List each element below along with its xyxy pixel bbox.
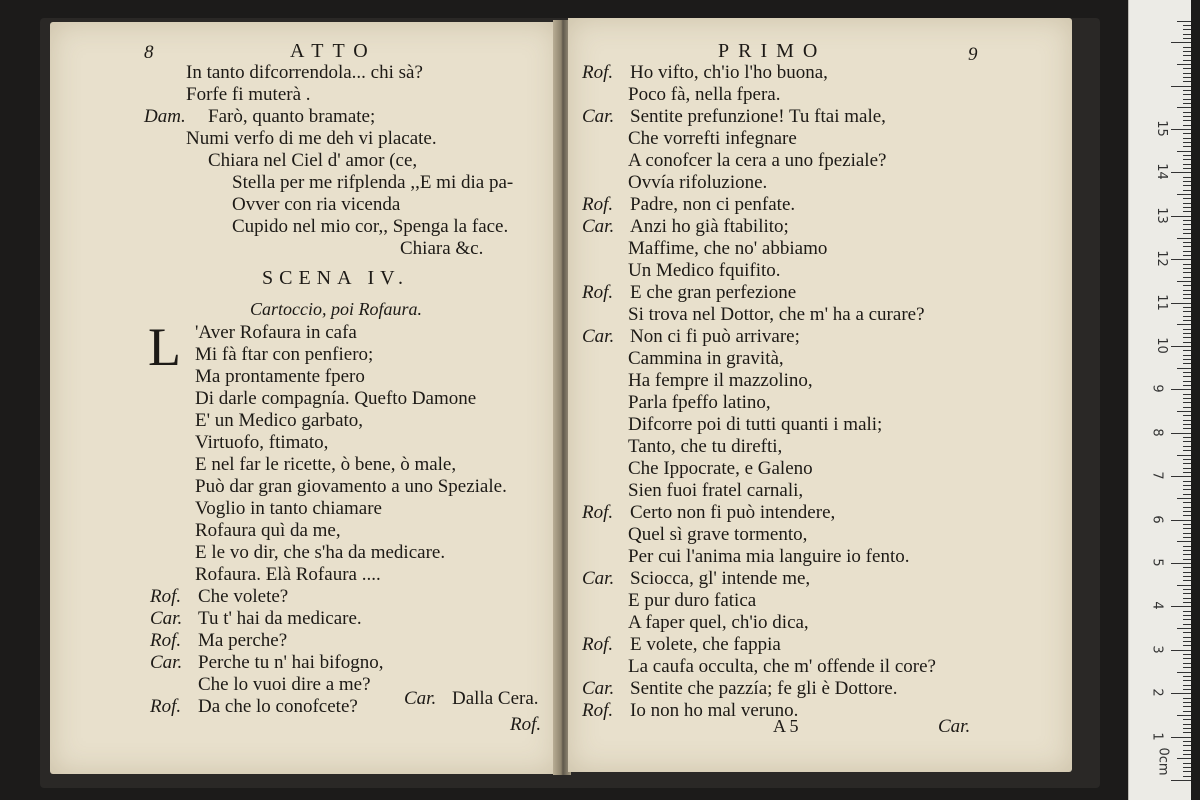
verse-line: Un Medico fquifito. [628, 260, 781, 281]
ruler-tick [1183, 546, 1191, 547]
ruler-tick [1183, 264, 1191, 265]
verse-line: E' un Medico garbato, [195, 410, 364, 431]
verse-line: Mi fà ftar con penfiero; [195, 344, 374, 365]
ruler-tick [1183, 724, 1191, 725]
ruler-tick [1183, 537, 1191, 538]
verse-line: Ho vifto, ch'io l'ho buona, [630, 62, 828, 83]
verse-line: Sentite prefunzione! Tu ftai male, [630, 106, 886, 127]
ruler-tick [1183, 698, 1191, 699]
ruler-tick [1183, 316, 1191, 317]
verse-line: Virtuofo, ftimato, [195, 432, 329, 453]
verse-line: Ovver con ria vicenda [232, 194, 401, 215]
ruler-tick [1183, 337, 1191, 338]
ruler-tick [1183, 685, 1191, 686]
ruler-tick [1183, 168, 1191, 169]
speaker-label: Car. [150, 608, 183, 629]
verse-line: Che volete? [198, 586, 289, 607]
ruler-tick [1183, 77, 1191, 78]
ruler-tick [1183, 550, 1191, 551]
ruler-tick [1171, 737, 1191, 738]
speaker-label: Rof. [582, 502, 614, 523]
ruler-tick [1171, 346, 1191, 347]
ruler-tick [1171, 216, 1191, 217]
verse-line: Difcorre poi di tutti quanti i mali; [628, 414, 883, 435]
ruler-label: 15 [1153, 120, 1169, 137]
ruler-tick [1183, 381, 1191, 382]
ruler-tick [1183, 307, 1191, 308]
ruler-tick [1183, 398, 1191, 399]
ruler-tick [1183, 385, 1191, 386]
ruler-label: 6 [1149, 514, 1165, 524]
ruler-tick [1183, 767, 1191, 768]
ruler-unit-label: 0cm [1155, 747, 1171, 776]
verse-line: Che vorrefti infegnare [628, 128, 797, 149]
ruler-tick [1183, 745, 1191, 746]
speaker-label: Car. [582, 568, 615, 589]
ruler-tick [1183, 34, 1191, 35]
ruler-label: 14 [1153, 163, 1169, 181]
ruler-tick [1183, 489, 1191, 490]
ruler-tick [1183, 90, 1191, 91]
ruler-tick [1183, 233, 1191, 234]
ruler-tick [1183, 94, 1191, 95]
ruler-tick [1183, 211, 1191, 212]
ruler-label: 4 [1149, 601, 1165, 611]
ruler-tick [1183, 277, 1191, 278]
verse-line: Di darle compagnía. Quefto Damone [195, 388, 477, 409]
ruler-tick [1183, 133, 1191, 134]
stage-direction: Cartoccio, poi Rofaura. [250, 299, 422, 319]
ruler-tick [1183, 632, 1191, 633]
verse-line: E volete, che fappia [630, 634, 781, 655]
ruler-tick [1183, 706, 1191, 707]
speaker-label: Car. [582, 678, 615, 699]
ruler-tick [1183, 181, 1191, 182]
page-number: 9 [968, 44, 978, 65]
ruler-tick [1183, 294, 1191, 295]
ruler-tick [1177, 238, 1191, 239]
ruler-tick [1183, 559, 1191, 560]
ruler-tick [1183, 663, 1191, 664]
inline-speaker: Car. [404, 688, 437, 709]
verse-line: Forfe fi muterà . [186, 84, 311, 105]
ruler-tick [1183, 333, 1191, 334]
ruler-tick [1183, 60, 1191, 61]
ruler-tick [1177, 628, 1191, 629]
verse-line: E pur duro fatica [628, 590, 757, 611]
ruler-tick [1183, 524, 1191, 525]
ruler-tick [1183, 580, 1191, 581]
ruler-tick [1183, 350, 1191, 351]
ruler-tick [1183, 355, 1191, 356]
ruler-tick [1177, 585, 1191, 586]
ruler-tick [1183, 415, 1191, 416]
verse-line: Certo non fi può intendere, [630, 502, 836, 523]
ruler-tick [1183, 47, 1191, 48]
ruler-tick [1183, 138, 1191, 139]
ruler-tick [1183, 624, 1191, 625]
ruler-tick [1183, 446, 1191, 447]
verse-line: Io non ho mal veruno. [630, 700, 799, 721]
ruler-tick [1177, 151, 1191, 152]
ruler-tick [1183, 511, 1191, 512]
ruler-label: 5 [1149, 558, 1165, 567]
ruler-tick [1183, 441, 1191, 442]
ruler-tick [1183, 407, 1191, 408]
ruler-tick [1183, 272, 1191, 273]
ruler-tick [1183, 702, 1191, 703]
ruler-tick [1183, 363, 1191, 364]
ruler-tick [1177, 455, 1191, 456]
verse-line: 'Aver Rofaura in cafa [195, 322, 357, 343]
ruler-tick [1183, 459, 1191, 460]
verse-line: Poco fà, nella fpera. [628, 84, 781, 105]
verse-line: Perche tu n' hai bifogno, [198, 652, 384, 673]
speaker-label: Car. [150, 652, 183, 673]
ruler-tick [1183, 533, 1191, 534]
ruler-tick [1183, 120, 1191, 121]
ruler-tick [1183, 576, 1191, 577]
ruler-tick [1183, 424, 1191, 425]
ruler-tick [1183, 728, 1191, 729]
speaker-label: Rof. [582, 634, 614, 655]
ruler-tick [1183, 680, 1191, 681]
ruler-tick [1183, 255, 1191, 256]
ruler-tick [1183, 220, 1191, 221]
speaker-label: Rof. [582, 282, 614, 303]
verse-line: Ha fempre il mazzolino, [628, 370, 813, 391]
ruler-tick [1183, 602, 1191, 603]
verse-line: E nel far le ricette, ò bene, ò male, [195, 454, 457, 475]
speaker-label: Dam. [144, 106, 186, 127]
ruler-tick [1171, 129, 1191, 130]
ruler-tick [1183, 494, 1191, 495]
verse-line: La caufa occulta, che m' offende il core? [628, 656, 936, 677]
ruler-tick [1171, 389, 1191, 390]
ruler-tick [1183, 468, 1191, 469]
drop-cap: L [148, 317, 181, 377]
ruler-tick [1183, 359, 1191, 360]
verse-line: Per cui l'anima mia languire io fento. [628, 546, 910, 567]
ruler-tick [1183, 554, 1191, 555]
running-header: PRIMO [718, 40, 827, 62]
ruler-tick [1183, 290, 1191, 291]
ruler-tick [1183, 246, 1191, 247]
ruler-tick [1183, 155, 1191, 156]
verse-line: Può dar gran giovamento a uno Speziale. [195, 476, 507, 497]
inline-line: Dalla Cera. [452, 688, 539, 709]
ruler-tick [1171, 693, 1191, 694]
ruler-tick [1177, 107, 1191, 108]
ruler-tick [1183, 376, 1191, 377]
verse-line: E le vo dir, che s'ha da medicare. [195, 542, 446, 563]
verse-line: Numi verfo di me deh vi placate. [186, 128, 437, 149]
ruler-tick [1183, 615, 1191, 616]
signature-mark: A 5 [773, 716, 799, 736]
verse-line: Anzi ho già ftabilito; [630, 216, 789, 237]
verse-line: Ovvía rifoluzione. [628, 172, 768, 193]
ruler-tick [1183, 268, 1191, 269]
ruler-tick [1183, 159, 1191, 160]
verse-line: Rofaura quì da me, [195, 520, 341, 541]
verse-line: Rofaura. Elà Rofaura .... [195, 564, 381, 585]
verse-line: Non ci fi può arrivare; [630, 326, 800, 347]
ruler-tick [1177, 672, 1191, 673]
verse-line: Si trova nel Dottor, che m' ha a curare? [628, 304, 925, 325]
ruler-tick [1183, 177, 1191, 178]
ruler-tick [1171, 520, 1191, 521]
ruler-tick [1183, 329, 1191, 330]
ruler-tick [1183, 645, 1191, 646]
ruler-tick [1183, 593, 1191, 594]
ruler-tick [1183, 229, 1191, 230]
ruler-tick [1183, 298, 1191, 299]
ruler-tick [1183, 51, 1191, 52]
ruler-tick [1183, 285, 1191, 286]
ruler-tick [1183, 732, 1191, 733]
ruler-tick [1183, 73, 1191, 74]
ruler-tick [1183, 402, 1191, 403]
ruler-tick [1183, 29, 1191, 30]
ruler-tick [1183, 481, 1191, 482]
speaker-label: Car. [582, 106, 615, 127]
left-page [50, 22, 558, 774]
verse-line: Che lo vuoi dire a me? [198, 674, 371, 695]
ruler-tick [1171, 780, 1191, 781]
ruler-tick [1183, 611, 1191, 612]
verse-line: Ma perche? [198, 630, 288, 651]
verse-line: Voglio in tanto chiamare [195, 498, 382, 519]
ruler-tick [1171, 433, 1191, 434]
catchword: Car. [938, 716, 971, 737]
ruler-tick [1183, 164, 1191, 165]
ruler-tick [1177, 194, 1191, 195]
ruler-tick [1177, 541, 1191, 542]
speaker-label: Rof. [150, 586, 182, 607]
ruler-tick [1183, 763, 1191, 764]
ruler-tick [1177, 21, 1191, 22]
ruler-tick [1183, 641, 1191, 642]
ruler-tick [1183, 771, 1191, 772]
measurement-ruler [1128, 0, 1191, 800]
ruler-tick [1183, 103, 1191, 104]
speaker-label: Rof. [582, 194, 614, 215]
ruler-tick [1183, 750, 1191, 751]
scene-title: SCENA IV. [262, 267, 409, 289]
ruler-tick [1183, 68, 1191, 69]
ruler-label: 11 [1153, 293, 1169, 311]
ruler-tick [1183, 224, 1191, 225]
speaker-label: Car. [582, 216, 615, 237]
verse-line: A faper quel, ch'io dica, [628, 612, 809, 633]
ruler-tick [1171, 606, 1191, 607]
ruler-tick [1171, 476, 1191, 477]
ruler-tick [1183, 112, 1191, 113]
ruler-tick [1183, 320, 1191, 321]
ruler-tick [1183, 190, 1191, 191]
verse-line: Cammina in gravità, [628, 348, 784, 369]
ruler-tick [1177, 64, 1191, 65]
ruler-tick [1171, 86, 1191, 87]
ruler-tick [1183, 741, 1191, 742]
ruler-tick [1177, 324, 1191, 325]
ruler-label: 2 [1149, 688, 1165, 697]
ruler-tick [1183, 311, 1191, 312]
verse-line: Da che lo conofcete? [198, 696, 358, 717]
ruler-tick [1183, 637, 1191, 638]
ruler-tick [1183, 185, 1191, 186]
running-header: ATTO [290, 40, 377, 62]
ruler-tick [1183, 485, 1191, 486]
speaker-label: Car. [582, 326, 615, 347]
catchword: Rof. [510, 714, 542, 735]
ruler-tick [1183, 589, 1191, 590]
ruler-tick [1183, 472, 1191, 473]
ruler-tick [1183, 146, 1191, 147]
ruler-label: 7 [1149, 471, 1165, 480]
verse-line: Sciocca, gl' intende me, [630, 568, 811, 589]
ruler-tick [1183, 242, 1191, 243]
ruler-tick [1183, 619, 1191, 620]
ruler-tick [1177, 411, 1191, 412]
ruler-tick [1183, 394, 1191, 395]
verse-line: Quel sì grave tormento, [628, 524, 808, 545]
ruler-tick [1183, 719, 1191, 720]
ruler-label: 13 [1153, 207, 1169, 224]
ruler-tick [1183, 515, 1191, 516]
ruler-tick [1183, 437, 1191, 438]
ruler-tick [1183, 207, 1191, 208]
ruler-label: 12 [1153, 250, 1169, 267]
speaker-label: Rof. [150, 630, 182, 651]
speaker-label: Rof. [150, 696, 182, 717]
ruler-tick [1183, 528, 1191, 529]
ruler-tick [1183, 251, 1191, 252]
ruler-tick [1183, 754, 1191, 755]
verse-line: Sien fuoi fratel carnali, [628, 480, 804, 501]
ruler-tick [1183, 598, 1191, 599]
ruler-tick [1183, 142, 1191, 143]
ruler-tick [1183, 676, 1191, 677]
ruler-tick [1183, 689, 1191, 690]
ruler-label: 9 [1149, 384, 1165, 394]
ruler-tick [1183, 198, 1191, 199]
verse-line: Ma prontamente fpero [195, 366, 365, 387]
verse-line: Chiara &c. [400, 238, 484, 259]
verse-line: Chiara nel Ciel d' amor (ce, [208, 150, 418, 171]
ruler-tick [1183, 711, 1191, 712]
page-number: 8 [144, 42, 154, 63]
verse-line: Sentite che pazzía; fe gli è Dottore. [630, 678, 898, 699]
ruler-tick [1183, 125, 1191, 126]
ruler-tick [1177, 368, 1191, 369]
ruler-tick [1171, 259, 1191, 260]
ruler-tick [1183, 116, 1191, 117]
ruler-tick [1183, 502, 1191, 503]
ruler-tick [1183, 450, 1191, 451]
verse-line: E che gran perfezione [630, 282, 797, 303]
ruler-tick [1171, 172, 1191, 173]
ruler-tick [1183, 654, 1191, 655]
ruler-tick [1183, 572, 1191, 573]
verse-line: In tanto difcorrendola... chi sà? [186, 62, 423, 83]
verse-line: Cupido nel mio cor,, Spenga la face. [232, 216, 509, 237]
ruler-tick [1183, 25, 1191, 26]
ruler-tick [1183, 507, 1191, 508]
ruler-tick [1171, 563, 1191, 564]
ruler-label: 8 [1149, 428, 1165, 437]
ruler-tick [1171, 650, 1191, 651]
verse-line: Tu t' hai da medicare. [198, 608, 362, 629]
verse-line: Stella per me rifplenda ,,E mi dia pa- [232, 172, 514, 193]
verse-line: Maffime, che no' abbiamo [628, 238, 828, 259]
ruler-tick [1171, 303, 1191, 304]
ruler-tick [1177, 281, 1191, 282]
ruler-tick [1183, 463, 1191, 464]
ruler-tick [1171, 42, 1191, 43]
ruler-tick [1183, 428, 1191, 429]
verse-line: Tanto, che tu direfti, [628, 436, 783, 457]
ruler-tick [1183, 567, 1191, 568]
verse-line: Che Ippocrate, e Galeno [628, 458, 813, 479]
ruler-tick [1177, 758, 1191, 759]
ruler-label: 3 [1149, 645, 1165, 654]
ruler-tick [1183, 99, 1191, 100]
ruler-tick [1183, 658, 1191, 659]
ruler-tick [1183, 81, 1191, 82]
ruler-tick [1177, 715, 1191, 716]
ruler-tick [1183, 776, 1191, 777]
ruler-label: 1 [1149, 731, 1165, 741]
verse-line: Padre, non ci penfate. [630, 194, 796, 215]
verse-line: Farò, quanto bramate; [208, 106, 376, 127]
speaker-label: Rof. [582, 700, 614, 721]
ruler-tick [1177, 498, 1191, 499]
speaker-label: Rof. [582, 62, 614, 83]
ruler-tick [1183, 372, 1191, 373]
verse-line: A conofcer la cera a uno fpeziale? [628, 150, 887, 171]
ruler-tick [1183, 55, 1191, 56]
verse-line: Parla fpeffo latino, [628, 392, 771, 413]
right-page [568, 18, 1072, 772]
ruler-label: 10 [1153, 337, 1169, 354]
ruler-tick [1183, 203, 1191, 204]
ruler-tick [1183, 342, 1191, 343]
ruler-tick [1183, 667, 1191, 668]
ruler-tick [1183, 420, 1191, 421]
ruler-tick [1183, 38, 1191, 39]
